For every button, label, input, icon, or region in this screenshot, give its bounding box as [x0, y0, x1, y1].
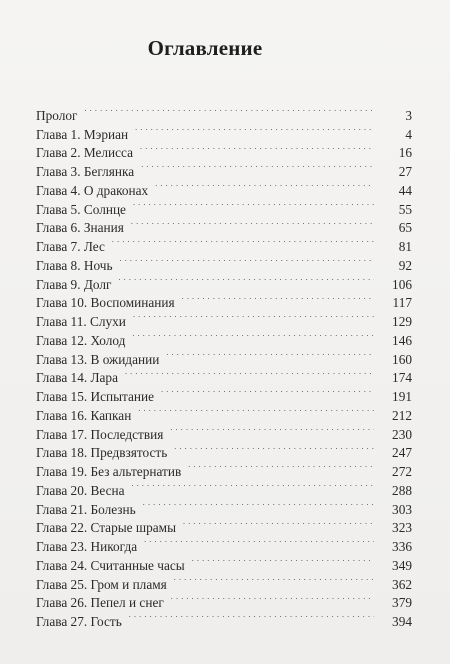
dot-leader [121, 364, 374, 383]
toc-entry-page-number: 247 [392, 445, 412, 461]
toc-entry-label: Глава 1. Мэриан [36, 126, 129, 142]
toc-entry-page-number: 44 [398, 182, 412, 198]
dot-leader [178, 289, 374, 308]
dot-leader [167, 589, 374, 608]
toc-entry-page-number: 272 [392, 464, 412, 479]
toc-entry-page-number: 92 [398, 257, 412, 273]
toc-entry-page-number: 303 [392, 501, 412, 517]
toc-entry-label: Глава 25. Гром и пламя [36, 576, 167, 592]
dot-leader [151, 176, 374, 195]
toc-entry-label: Глава 6. Знания [36, 220, 124, 236]
toc-entry-page-number: 379 [392, 595, 412, 611]
toc-entry-page-number: 288 [392, 482, 412, 498]
toc-entry-page-number: 191 [392, 389, 412, 404]
dot-leader [116, 251, 374, 270]
toc-entry-label: Глава 26. Пепел и снег [36, 595, 164, 611]
toc-entry-label: Глава 13. В ожидании [36, 351, 160, 367]
toc-entry-page-number: 16 [398, 145, 412, 161]
dot-leader [114, 270, 374, 289]
toc-entry-page-number: 212 [392, 407, 412, 423]
toc-entry-label: Глава 8. Ночь [36, 257, 113, 273]
toc-entry-label: Глава 11. Слухи [36, 314, 126, 329]
dot-leader [129, 307, 374, 326]
dot-leader [125, 607, 374, 626]
toc-entry-page-number: 362 [392, 576, 412, 592]
dot-leader [157, 382, 374, 401]
dot-leader [127, 214, 374, 233]
toc-entry-label: Глава 27. Гость [36, 614, 122, 629]
toc-entry-page-number: 230 [392, 426, 412, 442]
toc-entry-label: Глава 4. О драконах [36, 182, 149, 198]
dot-leader [139, 495, 374, 514]
toc-entry-page-number: 65 [398, 220, 412, 236]
toc-entry-label: Глава 19. Без альтернатив [36, 464, 182, 479]
toc-entry-page-number: 146 [392, 332, 412, 348]
toc-entry-label: Глава 18. Предвзятость [36, 445, 168, 461]
dot-leader [131, 120, 374, 139]
toc-entry-label: Глава 10. Воспоминания [36, 295, 175, 311]
toc-entry-label: Глава 7. Лес [36, 239, 105, 254]
toc-entry-label: Глава 3. Беглянка [36, 164, 135, 179]
toc-entry-label: Глава 5. Солнце [36, 201, 126, 217]
dot-leader [184, 457, 374, 476]
dot-leader [166, 420, 374, 439]
toc-entry [36, 120, 412, 142]
dot-leader [134, 401, 374, 420]
toc-entry-page-number: 4 [405, 126, 412, 142]
toc-entry-label: Глава 12. Холод [36, 332, 126, 348]
page-title: Оглавление [147, 36, 263, 60]
dot-leader [128, 326, 374, 345]
dot-leader [188, 551, 374, 570]
dot-leader [170, 570, 374, 589]
dot-leader [128, 476, 374, 495]
dot-leader [80, 101, 374, 120]
toc-entry-page-number: 323 [392, 520, 412, 536]
toc-entry-page-number: 174 [392, 370, 412, 386]
toc-entry-label: Глава 14. Лара [36, 370, 118, 386]
dot-leader [136, 139, 374, 158]
toc-entry-label: Глава 24. Считанные часы [36, 557, 185, 573]
dot-leader [170, 439, 374, 458]
toc-entry-label: Глава 16. Капкан [36, 407, 132, 423]
toc-entry-page-number: 394 [392, 614, 412, 629]
toc-entry-page-number: 27 [398, 164, 412, 179]
toc-entry-label: Глава 20. Весна [36, 482, 125, 498]
toc-entry-page-number: 349 [392, 557, 412, 573]
toc-entry-label: Глава 9. Долг [36, 276, 112, 292]
toc-entry-page-number: 129 [392, 314, 412, 329]
toc-entry-label: Глава 23. Никогда [36, 539, 138, 554]
toc-entry-label: Пролог [36, 107, 78, 123]
toc-entry [36, 101, 412, 123]
dot-leader [179, 514, 374, 533]
toc-entry-page-number: 81 [398, 239, 412, 254]
toc-entry-page-number: 55 [398, 201, 412, 217]
toc-entry-label: Глава 22. Старые шрамы [36, 520, 177, 536]
toc-entry-label: Глава 15. Испытание [36, 389, 155, 404]
table-of-contents [36, 101, 412, 629]
toc-entry-page-number: 3 [405, 107, 412, 123]
toc-entry-label: Глава 17. Последствия [36, 426, 164, 442]
dot-leader [162, 345, 374, 364]
toc-entry-label: Глава 21. Болезнь [36, 501, 136, 517]
dot-leader [137, 157, 374, 176]
dot-leader [129, 195, 374, 214]
dot-leader [140, 532, 374, 551]
toc-entry-page-number: 117 [392, 295, 412, 311]
toc-entry-page-number: 336 [392, 539, 412, 554]
toc-entry-page-number: 106 [392, 276, 412, 292]
dot-leader [108, 232, 374, 251]
toc-entry-page-number: 160 [392, 351, 412, 367]
toc-entry-label: Глава 2. Мелисса [36, 145, 134, 161]
